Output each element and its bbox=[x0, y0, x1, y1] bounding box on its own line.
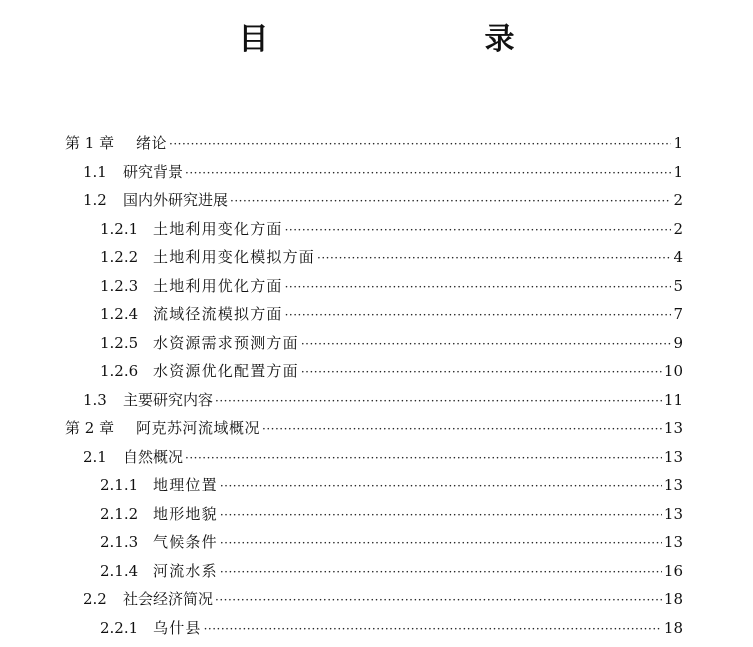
toc-entry bbox=[100, 300, 683, 328]
toc-entry bbox=[100, 272, 683, 300]
entry-page: 1 bbox=[673, 134, 683, 152]
toc-entry bbox=[100, 614, 683, 642]
entry-page: 13 bbox=[663, 419, 683, 437]
entry-title: 流域径流模拟方面 bbox=[153, 305, 283, 323]
entry-title: 自然概况 bbox=[123, 447, 184, 466]
entry-number: 2.1.1 bbox=[100, 476, 139, 494]
toc-entry bbox=[100, 500, 683, 528]
toc-entry bbox=[100, 243, 683, 271]
entry-title: 绪论 bbox=[136, 134, 168, 152]
toc-entry bbox=[100, 557, 683, 585]
dot-leader bbox=[301, 358, 662, 386]
entry-number: 第 2 章 bbox=[65, 419, 115, 437]
dot-leader bbox=[285, 273, 671, 301]
entry-title: 地理位置 bbox=[153, 476, 218, 494]
entry-title: 河流水系 bbox=[153, 561, 218, 580]
entry-page: 4 bbox=[673, 248, 683, 266]
entry-title: 国内外研究进展 bbox=[123, 191, 229, 209]
dot-leader bbox=[262, 415, 662, 443]
entry-number: 2.1.3 bbox=[100, 533, 139, 551]
entry-title: 社会经济简况 bbox=[123, 590, 214, 608]
entry-number: 2.1 bbox=[83, 447, 107, 466]
dot-leader bbox=[285, 216, 671, 244]
entry-title: 水资源优化配置方面 bbox=[153, 362, 299, 380]
dot-leader bbox=[169, 130, 671, 158]
entry-page: 2 bbox=[673, 219, 683, 238]
dot-leader bbox=[220, 529, 662, 557]
entry-page: 13 bbox=[663, 504, 683, 523]
dot-leader bbox=[215, 387, 662, 415]
toc-entry bbox=[83, 158, 683, 186]
dot-leader bbox=[204, 615, 662, 643]
entry-number: 2.2 bbox=[83, 590, 107, 608]
entry-title: 土地利用变化方面 bbox=[153, 219, 283, 238]
entry-title: 土地利用变化模拟方面 bbox=[153, 248, 316, 266]
entry-page: 13 bbox=[663, 476, 683, 494]
toc-entry bbox=[65, 414, 683, 442]
dot-leader bbox=[317, 244, 671, 272]
entry-page: 5 bbox=[673, 276, 683, 295]
entry-number: 1.2.6 bbox=[100, 362, 139, 380]
dot-leader bbox=[185, 444, 662, 472]
toc-entry bbox=[83, 186, 683, 214]
dot-leader bbox=[185, 159, 671, 187]
toc-entry bbox=[83, 386, 683, 414]
entry-page: 9 bbox=[673, 333, 683, 352]
entry-title: 主要研究内容 bbox=[123, 390, 214, 409]
entry-page: 16 bbox=[663, 561, 683, 580]
entry-title: 水资源需求预测方面 bbox=[153, 333, 299, 352]
toc-entry bbox=[100, 357, 683, 385]
entry-number: 1.2.4 bbox=[100, 305, 139, 323]
entry-page: 7 bbox=[673, 305, 683, 323]
entry-title: 研究背景 bbox=[123, 162, 184, 181]
toc-entry bbox=[83, 443, 683, 471]
toc-entry bbox=[100, 471, 683, 499]
entry-title: 土地利用优化方面 bbox=[153, 276, 283, 295]
toc-entry bbox=[100, 329, 683, 357]
entry-number: 1.2.5 bbox=[100, 333, 139, 352]
dot-leader bbox=[215, 586, 662, 614]
entry-page: 2 bbox=[673, 191, 683, 209]
entry-page: 10 bbox=[663, 362, 683, 380]
toc-title: 目 录 bbox=[238, 22, 567, 57]
entry-page: 18 bbox=[663, 618, 683, 637]
entry-page: 18 bbox=[663, 590, 683, 608]
entry-number: 第 1 章 bbox=[65, 134, 115, 152]
entry-number: 1.2.2 bbox=[100, 248, 139, 266]
entry-number: 2.2.1 bbox=[100, 618, 139, 637]
dot-leader bbox=[285, 301, 671, 329]
entry-number: 1.2.1 bbox=[100, 219, 139, 238]
entry-number: 1.1 bbox=[83, 162, 107, 181]
entry-number: 2.1.4 bbox=[100, 561, 139, 580]
entry-page: 1 bbox=[673, 162, 683, 181]
entry-number: 1.2 bbox=[83, 191, 107, 209]
entry-number: 1.3 bbox=[83, 390, 107, 409]
dot-leader bbox=[220, 558, 662, 586]
toc-entry bbox=[100, 528, 683, 556]
entry-page: 11 bbox=[663, 390, 683, 409]
entry-page: 13 bbox=[663, 533, 683, 551]
entry-page: 13 bbox=[663, 447, 683, 466]
dot-leader bbox=[220, 472, 662, 500]
entry-number: 2.1.2 bbox=[100, 504, 139, 523]
entry-title: 阿克苏河流域概况 bbox=[136, 419, 261, 437]
toc-entry bbox=[100, 215, 683, 243]
dot-leader bbox=[301, 330, 671, 358]
entry-title: 地形地貌 bbox=[153, 504, 218, 523]
entry-number: 1.2.3 bbox=[100, 276, 139, 295]
entry-title: 乌什县 bbox=[153, 618, 202, 637]
dot-leader bbox=[230, 187, 671, 215]
toc-entry bbox=[83, 585, 683, 613]
dot-leader bbox=[220, 501, 662, 529]
entry-title: 气候条件 bbox=[153, 533, 218, 551]
toc-entry bbox=[65, 129, 683, 157]
